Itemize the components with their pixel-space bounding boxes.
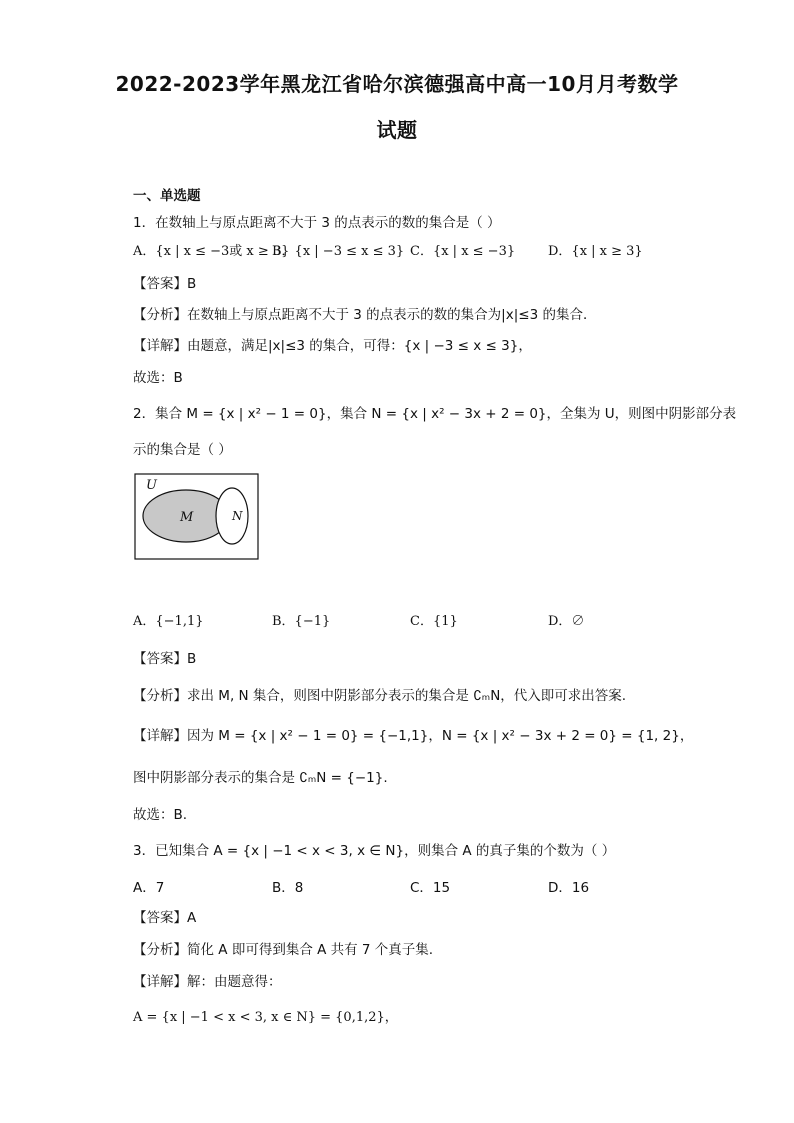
analysis-tag: 【分析】 <box>133 942 187 958</box>
answer-tag: 【答案】 <box>133 276 187 292</box>
q1-answer <box>133 274 196 294</box>
detail-tag: 【详解】 <box>133 728 187 744</box>
n-label: N <box>232 509 243 523</box>
answer-tag: 【答案】 <box>133 651 187 667</box>
q3-answer <box>133 908 196 928</box>
u-label: U <box>146 478 157 493</box>
q1-option-d: D．{x | x ≥ 3} <box>548 244 643 259</box>
q2-stem-line1: 2．集合 M = {x | x² − 1 = 0}，集合 N = {x | x² − 3x + 2 = 0}，全集为 U，则图中阴影部分表 <box>133 406 737 422</box>
q1-options <box>133 242 663 262</box>
section-heading: 一、单选题 <box>133 188 201 204</box>
m-label: M <box>180 510 194 525</box>
answer-value: B <box>187 651 197 667</box>
analysis-tag: 【分析】 <box>133 688 187 704</box>
q2-choose: 故选：B. <box>133 807 188 823</box>
detail-tag: 【详解】 <box>133 338 187 354</box>
analysis-text: 在数轴上与原点距离不大于 3 的点表示的数的集合为|x|≤3 的集合． <box>187 307 597 323</box>
answer-value: B <box>187 276 197 292</box>
q2-answer <box>133 649 196 669</box>
q3-option-c: C．15 <box>410 880 451 896</box>
answer-tag: 【答案】 <box>133 910 187 926</box>
detail-text: 由题意，满足|x|≤3 的集合，可得：{x | −3 ≤ x ≤ 3}， <box>187 338 532 354</box>
q2-detail <box>133 726 693 746</box>
analysis-tag: 【分析】 <box>133 307 187 323</box>
q1-stem: 1．在数轴上与原点距离不大于 3 的点表示的数的集合是（ ） <box>133 215 501 231</box>
q1-option-b: B．{x | −3 ≤ x ≤ 3} <box>272 244 405 259</box>
q3-analysis <box>133 940 433 960</box>
analysis-text: 求出 M, N 集合，则图中阴影部分表示的集合是 ∁ₘN，代入即可求出答案. <box>187 688 627 704</box>
q2-option-a: A．{−1,1} <box>133 614 204 629</box>
q2-option-b: B．{−1} <box>272 614 331 629</box>
q1-option-a: A．{x | x ≤ −3或 x ≥ 3} <box>133 244 290 259</box>
detail-text: 因为 M = {x | x² − 1 = 0} = {−1,1}，N = {x | x² − 3x + 2 = 0} = {1, 2}， <box>187 728 694 744</box>
q3-options <box>133 878 663 898</box>
page-title-line1: 2022-2023学年黑龙江省哈尔滨德强高中高一10月月考数学 <box>115 72 679 96</box>
q2-options <box>133 612 663 632</box>
q3-option-b: B．8 <box>272 880 304 896</box>
page-title-line2: 试题 <box>376 118 418 142</box>
q3-detail-line2: A = {x | −1 < x < 3, x ∈ N} = {0,1,2}， <box>133 1010 398 1025</box>
q3-detail <box>133 972 282 992</box>
q1-option-c: C．{x | x ≤ −3} <box>410 244 516 259</box>
q2-option-c: C．{1} <box>410 614 458 629</box>
q2-stem-line2: 示的集合是（ ） <box>133 442 232 458</box>
q1-detail <box>133 336 532 356</box>
q3-option-d: D．16 <box>548 880 590 896</box>
analysis-text: 简化 A 即可得到集合 A 共有 7 个真子集. <box>187 942 434 958</box>
q3-stem: 3．已知集合 A = {x | −1 < x < 3, x ∈ N}，则集合 A 的真子集的个数为（ ） <box>133 843 616 859</box>
detail-tag: 【详解】 <box>133 974 187 990</box>
detail-text: 解：由题意得： <box>187 974 282 990</box>
q2-analysis <box>133 686 626 706</box>
answer-value: A <box>187 910 197 926</box>
venn-diagram <box>134 473 260 561</box>
q2-detail-line2: 图中阴影部分表示的集合是 ∁ₘN = {−1}. <box>133 770 388 786</box>
q3-option-a: A．7 <box>133 880 165 896</box>
q2-option-d: D．∅ <box>548 614 585 629</box>
q1-analysis <box>133 305 596 325</box>
q1-choose: 故选：B <box>133 370 183 386</box>
